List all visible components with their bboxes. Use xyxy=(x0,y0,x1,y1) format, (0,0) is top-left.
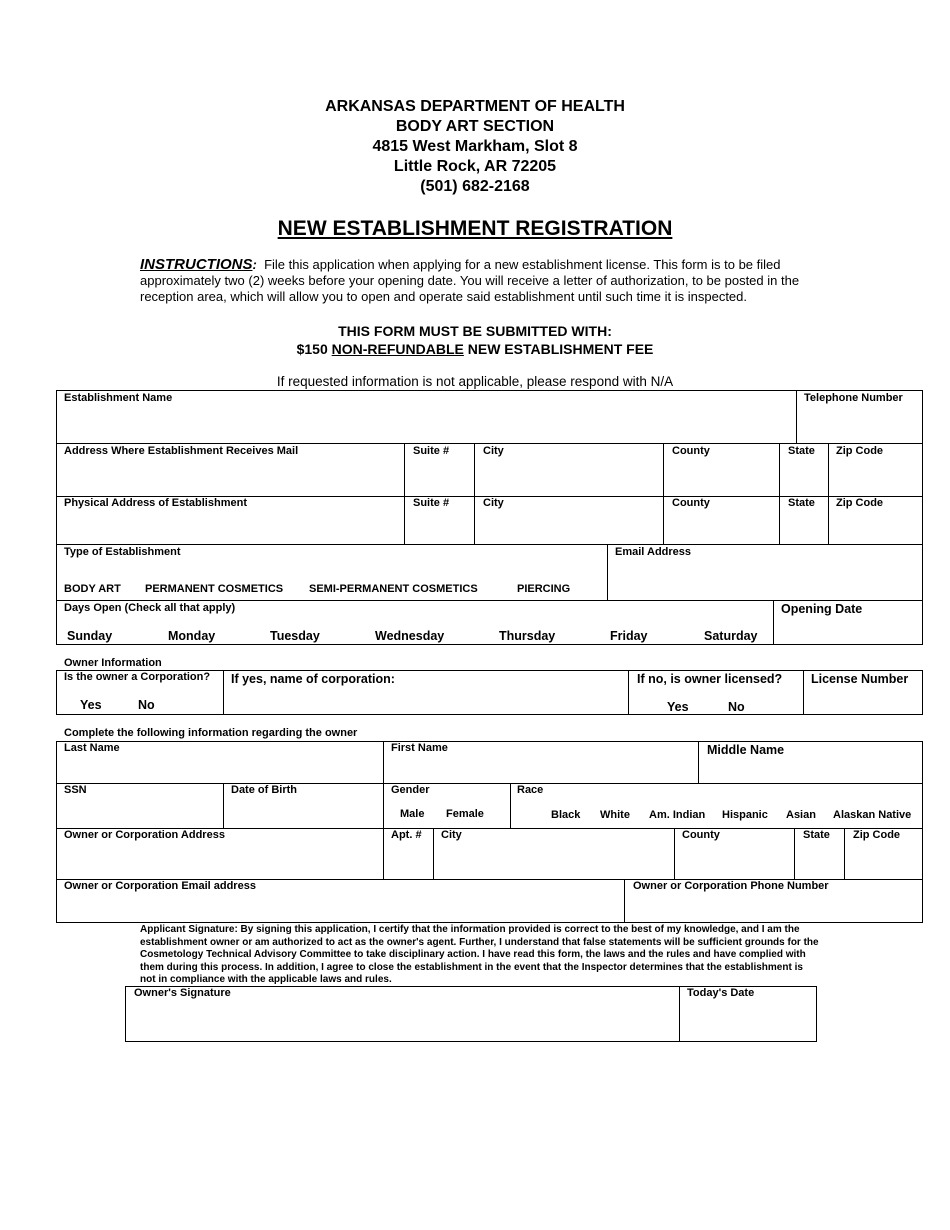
race-option-black[interactable]: Black xyxy=(551,809,581,821)
owner-city-label: City xyxy=(441,829,462,841)
physical-city-label: City xyxy=(483,497,504,509)
establishment-name-label: Establishment Name xyxy=(64,392,173,404)
instructions-label: INSTRUCTIONS xyxy=(140,256,253,273)
na-note: If requested information is not applicable, please respond with N/A xyxy=(276,374,674,389)
type-option-semi-permanent-cosmetics[interactable]: SEMI-PERMANENT COSMETICS xyxy=(309,583,478,595)
submit-notice-line1: THIS FORM MUST BE SUBMITTED WITH: xyxy=(338,323,612,339)
day-option-sunday[interactable]: Sunday xyxy=(67,629,113,643)
race-option-hispanic[interactable]: Hispanic xyxy=(722,809,768,821)
agency-name: ARKANSAS DEPARTMENT OF HEALTH xyxy=(325,98,625,115)
race-option-am-indian[interactable]: Am. Indian xyxy=(649,809,706,821)
physical-address-label: Physical Address of Establishment xyxy=(64,497,247,509)
opening-date-label: Opening Date xyxy=(781,602,863,616)
mail-county-label: County xyxy=(672,445,710,457)
day-option-wednesday[interactable]: Wednesday xyxy=(375,629,445,643)
last-name-label: Last Name xyxy=(64,742,120,754)
telephone-label: Telephone Number xyxy=(804,392,903,404)
physical-zip-label: Zip Code xyxy=(836,497,884,509)
gender-option-female[interactable]: Female xyxy=(446,808,484,820)
licensed-question-label: If no, is owner licensed? xyxy=(637,672,783,686)
city-state-zip: Little Rock, AR 72205 xyxy=(393,158,557,175)
race-label: Race xyxy=(517,784,544,796)
owner-email-label: Owner or Corporation Email address xyxy=(64,880,256,892)
mail-address-label: Address Where Establishment Receives Mail xyxy=(64,445,299,457)
owner-city-field[interactable] xyxy=(434,829,674,879)
ssn-label: SSN xyxy=(64,784,87,796)
todays-date-label: Today's Date xyxy=(687,987,755,999)
owner-info-heading: Owner Information xyxy=(64,657,162,669)
owner-phone-label: Owner or Corporation Phone Number xyxy=(633,880,829,892)
licensed-no-option[interactable]: No xyxy=(728,700,745,714)
day-option-thursday[interactable]: Thursday xyxy=(499,629,556,643)
license-number-label: License Number xyxy=(811,672,909,686)
mail-state-label: State xyxy=(788,445,815,457)
corporation-no-option[interactable]: No xyxy=(138,698,155,712)
race-option-white[interactable]: White xyxy=(600,809,630,821)
owner-details-heading: Complete the following information regarding the owner xyxy=(64,727,358,739)
phone-number: (501) 682-2168 xyxy=(420,178,530,195)
type-option-piercing[interactable]: PIERCING xyxy=(517,583,571,595)
owner-signature-label: Owner's Signature xyxy=(134,987,231,999)
gender-option-male[interactable]: Male xyxy=(400,808,425,820)
street-address: 4815 West Markham, Slot 8 xyxy=(372,138,578,155)
mail-suite-label: Suite # xyxy=(413,445,450,457)
mail-zip-label: Zip Code xyxy=(836,445,884,457)
instructions-text: File this application when applying for a new establishment license. This form is to be filed approximately two (2) weeks before your opening date. You will receive a letter of authorization, to be posted in the reception area, which will allow you to open and operate said establishment until such time it is inspected. xyxy=(140,257,800,304)
type-option-body-art[interactable]: BODY ART xyxy=(64,583,121,595)
section-name: BODY ART SECTION xyxy=(395,118,555,135)
form-title: NEW ESTABLISHMENT REGISTRATION xyxy=(277,217,673,240)
middle-name-label: Middle Name xyxy=(707,743,785,757)
type-option-permanent-cosmetics[interactable]: PERMANENT COSMETICS xyxy=(145,583,284,595)
submit-notice-fee: $150 NON-REFUNDABLE NEW ESTABLISHMENT FEE xyxy=(296,341,654,357)
licensed-yes-option[interactable]: Yes xyxy=(667,700,689,714)
corporation-name-label: If yes, name of corporation: xyxy=(231,672,395,686)
establishment-type-label: Type of Establishment xyxy=(64,546,181,558)
day-option-friday[interactable]: Friday xyxy=(610,629,648,643)
mail-city-label: City xyxy=(483,445,504,457)
physical-suite-label: Suite # xyxy=(413,497,450,509)
corporation-question-label: Is the owner a Corporation? xyxy=(64,671,211,683)
days-open-label: Days Open (Check all that apply) xyxy=(64,602,236,614)
day-option-monday[interactable]: Monday xyxy=(168,629,216,643)
race-option-alaskan-native[interactable]: Alaskan Native xyxy=(833,809,912,821)
owner-address-label: Owner or Corporation Address xyxy=(64,829,225,841)
instructions: INSTRUCTIONS: File this application when applying for a new establishment license. This form is to be filed approximately two (2) weeks before your opening date. You will receive a letter of authorization, to be posted in the reception area, which will allow you to open and operate said establishment until such time it is inspected. xyxy=(140,256,800,304)
physical-county-label: County xyxy=(672,497,710,509)
owner-zip-label: Zip Code xyxy=(853,829,901,841)
race-option-asian[interactable]: Asian xyxy=(786,809,816,821)
gender-label: Gender xyxy=(391,784,430,796)
owner-state-label: State xyxy=(803,829,830,841)
corporation-yes-option[interactable]: Yes xyxy=(80,698,102,712)
owner-county-label: County xyxy=(682,829,720,841)
day-option-saturday[interactable]: Saturday xyxy=(704,629,758,643)
email-label: Email Address xyxy=(615,546,692,558)
owner-apt-label: Apt. # xyxy=(391,829,422,841)
dob-label: Date of Birth xyxy=(231,784,297,796)
day-option-tuesday[interactable]: Tuesday xyxy=(270,629,320,643)
physical-state-label: State xyxy=(788,497,815,509)
first-name-label: First Name xyxy=(391,742,448,754)
signature-statement: Applicant Signature: By signing this application, I certify that the information provided is correct to the best of my knowledge, and I am the establishment owner or am authorized to act as the owner's agent. Further, I understand that false statements will be sufficient grounds for the Cosmetology Technical Advisory Committee to take disciplinary action. I have read this form, the laws and the rules and have complied with them during this process. In addition, I agree to close the establishment in the event that the Inspector determines that the establishment is not in compliance with the applicable laws and rules. xyxy=(140,924,819,985)
